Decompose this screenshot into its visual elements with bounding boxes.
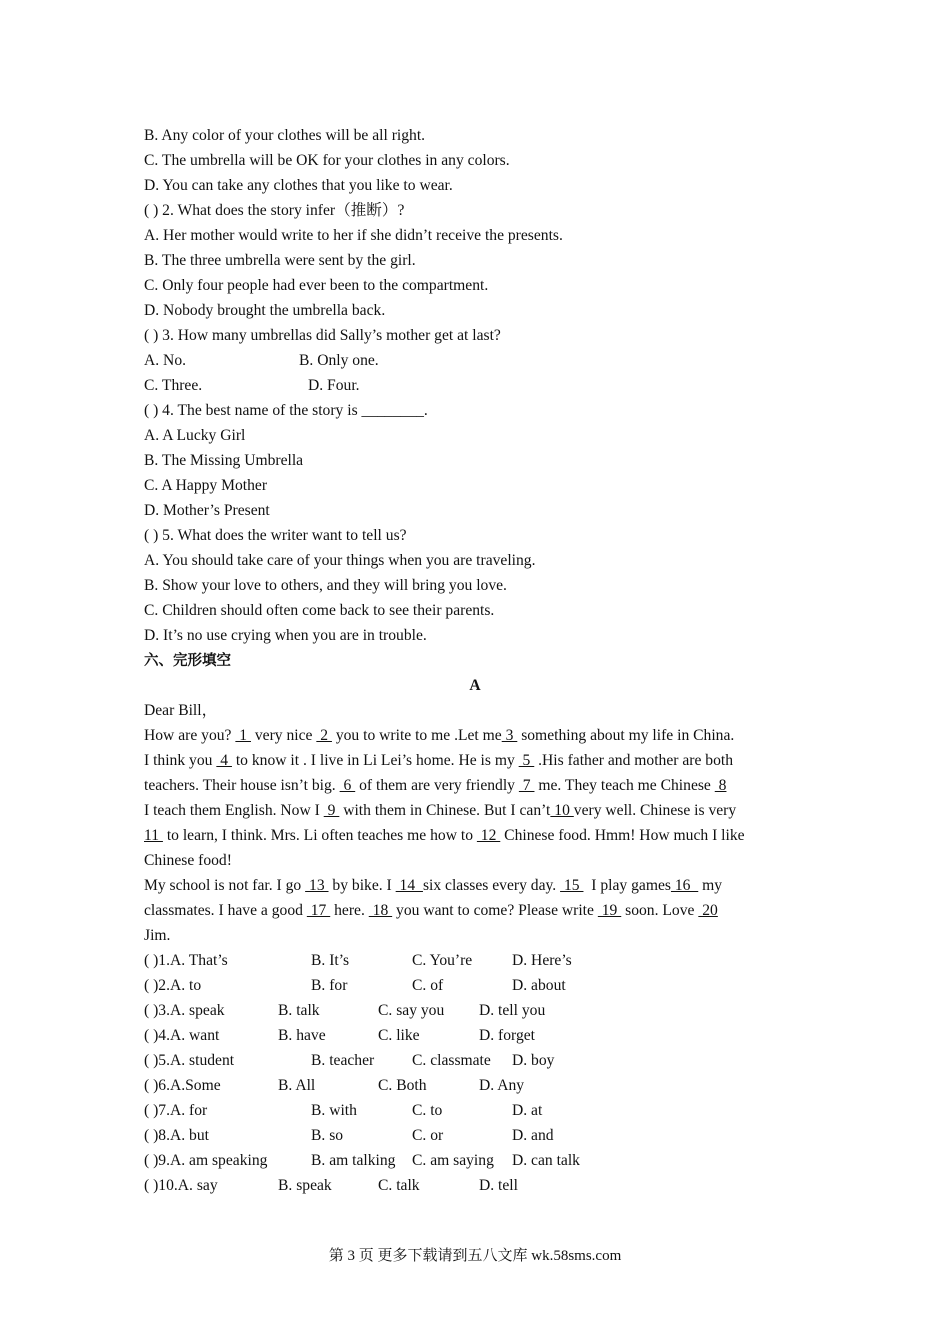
q4-option-b: B. The Missing Umbrella bbox=[144, 452, 304, 469]
cloze-2-option-d: D. about bbox=[512, 977, 566, 994]
blank-6: 6 bbox=[339, 777, 356, 794]
letter-p1-line-5: 11 to learn, I think. Mrs. Li often teaches me how to 12 Chinese food. Hmm! How much I like bbox=[144, 827, 745, 844]
cloze-9-option-c: C. am saying bbox=[412, 1152, 494, 1169]
blank-11: 11 bbox=[144, 827, 163, 844]
q5-option-b: B. Show your love to others, and they will bring you love. bbox=[144, 577, 507, 594]
q2-stem: ( ) 2. What does the story infer（推断）? bbox=[144, 202, 405, 219]
blank-10: 10 bbox=[550, 802, 574, 819]
cloze-9-option-a: ( )9.A. am speaking bbox=[144, 1152, 268, 1169]
cloze-8-option-a: ( )8.A. but bbox=[144, 1127, 209, 1144]
cloze-10-option-c: C. talk bbox=[378, 1177, 420, 1194]
blank-4: 4 bbox=[216, 752, 232, 769]
cloze-8-option-b: B. so bbox=[311, 1127, 344, 1144]
cloze-2-option-a: ( )2.A. to bbox=[144, 977, 202, 994]
cloze-6-option-c: C. Both bbox=[378, 1077, 427, 1094]
q3-stem: ( ) 3. How many umbrellas did Sally’s mother get at last? bbox=[144, 327, 501, 344]
q4-option-c: C. A Happy Mother bbox=[144, 477, 268, 494]
cloze-6-option-a: ( )6.A.Some bbox=[144, 1077, 221, 1094]
passage-label: A bbox=[469, 677, 481, 694]
blank-1: 1 bbox=[235, 727, 251, 744]
q4-option-a: A. A Lucky Girl bbox=[144, 427, 246, 444]
cloze-8-option-d: D. and bbox=[512, 1127, 554, 1144]
cloze-1-option-b: B. It’s bbox=[311, 952, 350, 969]
blank-17: 17 bbox=[306, 902, 331, 919]
q4-stem: ( ) 4. The best name of the story is ________. bbox=[144, 402, 428, 419]
blank-13: 13 bbox=[305, 877, 329, 894]
q5-option-a: A. You should take care of your things when you are traveling. bbox=[144, 552, 536, 569]
letter-p2-line-1: My school is not far. I go 13 by bike. I 14 six classes every day. 15 I play games 16 my bbox=[144, 877, 723, 894]
cloze-10-option-d: D. tell bbox=[479, 1177, 518, 1194]
cloze-7-option-b: B. with bbox=[311, 1102, 357, 1119]
blank-5: 5 bbox=[518, 752, 535, 769]
cloze-7-option-c: C. to bbox=[412, 1102, 443, 1119]
blank-14: 14 bbox=[395, 877, 423, 894]
q5-option-c: C. Children should often come back to see their parents. bbox=[144, 602, 495, 619]
cloze-9-option-d: D. can talk bbox=[512, 1152, 580, 1169]
cloze-3-option-a: ( )3.A. speak bbox=[144, 1002, 225, 1019]
cloze-4-option-a: ( )4.A. want bbox=[144, 1027, 220, 1044]
cloze-5-option-d: D. boy bbox=[512, 1052, 555, 1069]
letter-p1-line-3: teachers. Their house isn’t big. 6 of them are very friendly 7 me. They teach me Chinese 8 bbox=[144, 777, 727, 794]
cloze-5-option-b: B. teacher bbox=[311, 1052, 375, 1069]
letter-p2-line-2: classmates. I have a good 17 here. 18 you want to come? Please write 19 soon. Love 20 bbox=[144, 902, 718, 919]
blank-20: 20 bbox=[698, 902, 718, 919]
cloze-8-option-c: C. or bbox=[412, 1127, 444, 1144]
cloze-1-option-d: D. Here’s bbox=[512, 952, 572, 969]
cloze-6-option-d: D. Any bbox=[479, 1077, 525, 1094]
q2-option-d: D. Nobody brought the umbrella back. bbox=[144, 302, 386, 319]
blank-15: 15 bbox=[560, 877, 584, 894]
blank-8: 8 bbox=[714, 777, 727, 794]
cloze-5-option-a: ( )5.A. student bbox=[144, 1052, 235, 1069]
letter-greeting: Dear Bill， bbox=[144, 702, 218, 719]
q2-option-a: A. Her mother would write to her if she didn’t receive the presents. bbox=[144, 227, 563, 244]
q3-option-d: D. Four. bbox=[308, 377, 360, 394]
blank-9: 9 bbox=[323, 802, 340, 819]
blank-2: 2 bbox=[316, 727, 332, 744]
letter-p1-line-2: I think you 4 to know it . I live in Li Lei’s home. He is my 5 .His father and mother are both bbox=[144, 752, 734, 769]
letter-p1-line-1: How are you? 1 very nice 2 you to write to me .Let me 3 something about my life in China. bbox=[144, 727, 735, 744]
q1-option-b: B. Any color of your clothes will be all right. bbox=[144, 127, 426, 144]
blank-18: 18 bbox=[368, 902, 393, 919]
q1-option-c: C. The umbrella will be OK for your clothes in any colors. bbox=[144, 152, 510, 169]
section-title: 六、完形填空 bbox=[144, 653, 231, 669]
cloze-10-option-a: ( )10.A. say bbox=[144, 1177, 218, 1194]
cloze-5-option-c: C. classmate bbox=[412, 1052, 491, 1069]
cloze-4-option-c: C. like bbox=[378, 1027, 420, 1044]
cloze-1-option-c: C. You’re bbox=[412, 952, 473, 969]
cloze-7-option-d: D. at bbox=[512, 1102, 543, 1119]
letter-p1-line-6: Chinese food! bbox=[144, 852, 232, 869]
blank-3: 3 bbox=[501, 727, 518, 744]
letter-p1-line-4: I teach them English. Now I 9 with them in Chinese. But I can’t 10 very well. Chinese is very bbox=[144, 802, 737, 819]
q3-option-b: B. Only one. bbox=[299, 352, 379, 369]
letter-signature: Jim. bbox=[144, 927, 171, 944]
cloze-7-option-a: ( )7.A. for bbox=[144, 1102, 208, 1119]
q1-option-d: D. You can take any clothes that you like to wear. bbox=[144, 177, 453, 194]
q3-option-a: A. No. bbox=[144, 352, 187, 369]
cloze-2-option-c: C. of bbox=[412, 977, 444, 994]
cloze-4-option-b: B. have bbox=[278, 1027, 326, 1044]
q2-option-b: B. The three umbrella were sent by the girl. bbox=[144, 252, 416, 269]
blank-16: 16 bbox=[670, 877, 699, 894]
q5-option-d: D. It’s no use crying when you are in trouble. bbox=[144, 627, 427, 644]
cloze-3-option-b: B. talk bbox=[278, 1002, 320, 1019]
cloze-6-option-b: B. All bbox=[278, 1077, 316, 1094]
q5-stem: ( ) 5. What does the writer want to tell us? bbox=[144, 527, 407, 544]
blank-7: 7 bbox=[518, 777, 535, 794]
blank-19: 19 bbox=[597, 902, 622, 919]
cloze-2-option-b: B. for bbox=[311, 977, 348, 994]
q4-option-d: D. Mother’s Present bbox=[144, 502, 270, 519]
q2-option-c: C. Only four people had ever been to the compartment. bbox=[144, 277, 489, 294]
cloze-9-option-b: B. am talking bbox=[311, 1152, 396, 1169]
cloze-4-option-d: D. forget bbox=[479, 1027, 536, 1044]
q3-option-c: C. Three. bbox=[144, 377, 203, 394]
cloze-10-option-b: B. speak bbox=[278, 1177, 332, 1194]
blank-12: 12 bbox=[476, 827, 501, 844]
cloze-3-option-c: C. say you bbox=[378, 1002, 445, 1019]
cloze-1-option-a: ( )1.A. That’s bbox=[144, 952, 228, 969]
cloze-3-option-d: D. tell you bbox=[479, 1002, 546, 1019]
page-footer: 第 3 页 更多下载请到五八文库 wk.58sms.com bbox=[328, 1248, 622, 1264]
